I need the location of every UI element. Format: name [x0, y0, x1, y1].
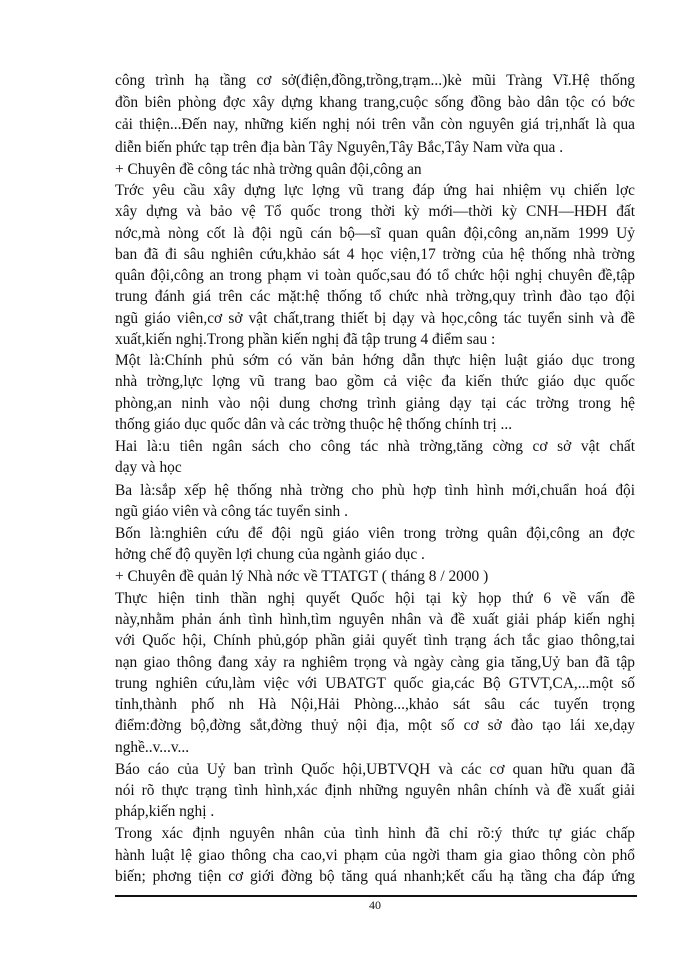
text-line: này,nhằm phản ánh tình hình,tìm nguyên nhân và đề xuất giải pháp kiến nghị	[115, 610, 635, 628]
text-line: Trong xác định nguyên nhân của tình hình đã chỉ rõ:ý thức tự giác chấp	[115, 825, 635, 843]
text-line: với Quốc hội, Chính phủ,góp phần giải quyết tình trạng ách tắc giao thông,tai	[115, 632, 635, 650]
text-line: ngũ giáo viên,cơ sở vật chất,trang thiết bị dạy và học,công tác tuyển sinh và đề	[115, 309, 635, 327]
text-line: cải thiện...Đến nay, những kiến nghị nói trên vẫn còn nguyên giá trị,nhất là qua	[115, 116, 635, 134]
text-line: ngũ giáo viên và công tác tuyển sinh .	[115, 502, 348, 520]
text-line: xây dựng và bảo vệ Tổ quốc trong thời kỳ mới—thời kỳ CNH—HĐH đất	[115, 203, 635, 221]
text-line: Bốn là:nghiên cứu để đội ngũ giáo viên trong trờng quân đội,công an đợc	[115, 525, 635, 542]
text-line: trung nghiên cứu,làm việc với UBATGT quốc gia,các Bộ GTVT,CA,...một số	[115, 674, 635, 692]
text-line: tỉnh,thành phố nh Hà Nội,Hải Phòng...,khảo sát sâu các tuyến trọng	[115, 696, 635, 714]
section-heading: + Chuyên đề quản lý Nhà nớc về TTATGT ( tháng 8 / 2000 )	[115, 567, 489, 585]
section-heading: + Chuyên đề công tác nhà trờng quân đội,công an	[115, 160, 422, 178]
text-line: phòng,an ninh vào nội dung chơng trình giảng dạy tại các trờng trong hệ	[115, 394, 635, 412]
text-line: nghề..v...v...	[115, 738, 190, 756]
text-line: Trớc yêu cầu xây dựng lực lợng vũ trang đáp ứng hai nhiệm vụ chiến lợc	[115, 182, 635, 200]
text-line: biến; phơng tiện cơ giới đờng bộ tăng quá nhanh;kết cấu hạ tầng cha đáp ứng	[115, 868, 635, 885]
text-line: Ba là:sắp xếp hệ thống nhà trờng cho phù hợp tình hình mới,chuẩn hoá đội	[115, 481, 635, 499]
text-line: nhà trờng,lực lợng vũ trang bao gồm cả việc đa kiến thức giáo dục quốc	[115, 373, 635, 391]
text-line: hởng chế độ quyền lợi chung của ngành giáo dục .	[115, 546, 425, 564]
text-line: ban đã đi sâu nghiên cứu,khảo sát 4 học viện,17 trờng của hệ thống nhà trờng	[115, 245, 635, 263]
text-line: hành luật lệ giao thông cha cao,vi phạm của ngời tham gia giao thông còn phổ	[115, 846, 635, 864]
footer-rule	[115, 895, 637, 897]
text-line: nớc,mà nòng cốt là đội ngũ cán bộ—sĩ quan quân đội,công an,năm 1999 Uỷ	[115, 224, 635, 242]
page-number: 40	[369, 898, 381, 912]
text-line: nạn giao thông đang xảy ra nghiêm trọng và ngày càng gia tăng,Uỷ ban đã tập	[115, 653, 635, 671]
text-line: dạy và học	[115, 459, 182, 477]
text-line: Một là:Chính phủ sớm có văn bản hớng dẫn thực hiện luật giáo dục trong	[115, 352, 635, 370]
text-line: Thực hiện tinh thần nghị quyết Quốc hội tại kỳ họp thứ 6 về vấn đề	[115, 589, 635, 607]
text-line: thống giáo dục quốc dân và các trờng thuộc hệ thống chính trị ...	[115, 415, 513, 433]
text-line: Báo cáo của Uỷ ban trình Quốc hội,UBTVQH và các cơ quan hữu quan đã	[115, 760, 635, 778]
text-line: đồn biên phòng đợc xây dựng khang trang,cuộc sống đồng bào dân tộc có bớc	[115, 94, 635, 112]
text-line: trung đánh giá trên các mặt:hệ thống tổ chức nhà trờng,quy trình đào tạo đội	[115, 288, 635, 306]
text-line: pháp,kiến nghị .	[115, 803, 215, 821]
text-line: diễn biến phức tạp trên địa bàn Tây Nguyên,Tây Bắc,Tây Nam vừa qua .	[115, 138, 564, 156]
text-line: quân đội,công an trong phạm vi toàn quốc,sau đó tổ chức hội nghị chuyên đề,tập	[115, 267, 635, 285]
text-line: xuất,kiến nghị.Trong phần kiến nghị đã tập trung 4 điểm sau :	[115, 330, 496, 348]
text-line: công trình hạ tầng cơ sở(điện,đồng,trồng,trạm...)kè mũi Tràng Vĩ.Hệ thống	[115, 72, 635, 89]
text-line: điểm:đờng bộ,đờng sắt,đờng thuỷ nội địa, một số cơ sở đào tạo lái xe,dạy	[115, 717, 635, 735]
text-line: Hai là:u tiên ngân sách cho công tác nhà trờng,tăng cờng cơ sở vật chất	[115, 438, 635, 456]
text-line: nói rõ thực trạng tình hình,xác định những nguyên nhân chính và đề xuất giải	[115, 782, 635, 800]
